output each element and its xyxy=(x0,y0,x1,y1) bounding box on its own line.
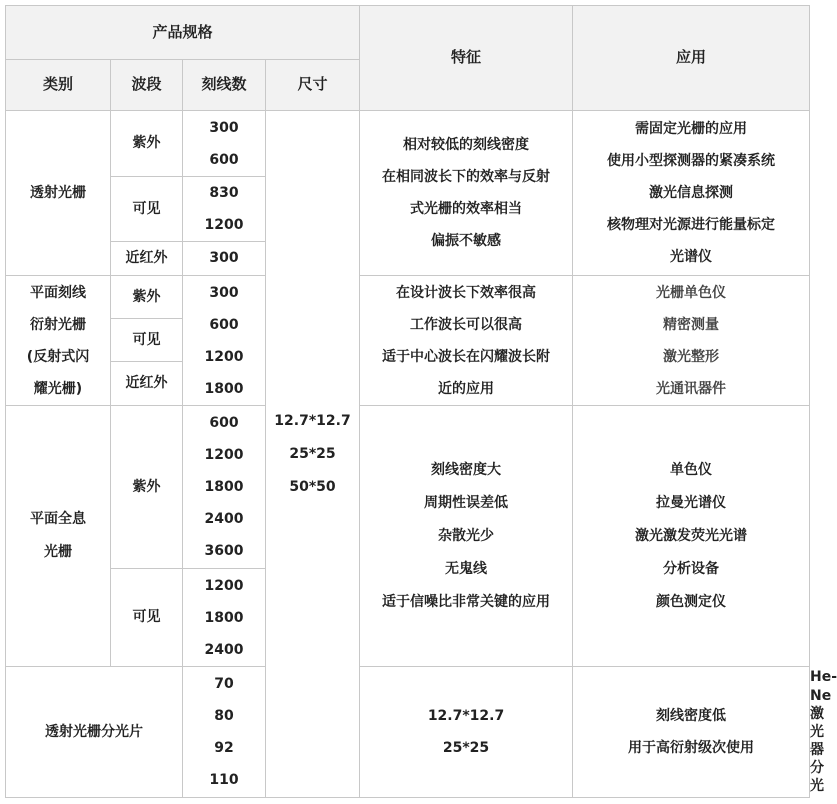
line-count: 80 xyxy=(214,708,234,724)
application-item: 光通讯器件 xyxy=(656,380,727,397)
applications-transmission xyxy=(573,111,810,276)
feature-item: 近的应用 xyxy=(438,380,495,397)
lines-cell xyxy=(183,406,266,569)
line-count: 3600 xyxy=(204,543,244,559)
header-lines: 刻线数 xyxy=(183,60,266,111)
band-uv: 紫外 xyxy=(111,111,183,177)
application-item: 分析设备 xyxy=(663,560,720,577)
header-band: 波段 xyxy=(111,60,183,111)
size-value: 12.7*12.7 xyxy=(274,412,351,429)
features-ruled xyxy=(360,276,573,406)
line-count: 600 xyxy=(209,316,239,333)
category-transmission: 透射光栅 xyxy=(6,111,111,276)
line-count: 2400 xyxy=(204,511,244,527)
category-ruled xyxy=(6,276,111,406)
lines-cell xyxy=(183,569,266,667)
features-beamsplitter xyxy=(573,667,810,798)
application-item: 光栅单色仪 xyxy=(656,284,727,301)
feature-item: 适于信噪比非常关键的应用 xyxy=(382,593,551,610)
lines-cell xyxy=(183,667,266,798)
line-count: 1800 xyxy=(204,380,244,397)
applications-holographic xyxy=(573,406,810,667)
size-value: 25*25 xyxy=(442,740,490,756)
header-category: 类别 xyxy=(6,60,111,111)
line-count: 600 xyxy=(209,151,239,168)
feature-item: 相对较低的刻线密度 xyxy=(403,137,530,153)
feature-item: 在设计波长下效率很高 xyxy=(396,284,537,301)
feature-item: 刻线密度大 xyxy=(431,461,502,478)
line-count: 300 xyxy=(183,242,266,276)
line-count: 600 xyxy=(209,415,239,431)
application-item: 单色仪 xyxy=(670,461,713,478)
category-line: (反射式闪 xyxy=(26,348,90,365)
line-count: 1200 xyxy=(204,577,244,594)
feature-item: 用于高衍射级次使用 xyxy=(628,740,755,756)
header-application: 应用 xyxy=(573,6,810,111)
application-item: 光谱仪 xyxy=(670,249,713,265)
band-vis: 可见 xyxy=(111,569,183,667)
feature-item: 杂散光少 xyxy=(438,527,495,544)
size-beamsplitter xyxy=(360,667,573,798)
application-item: 激光激发荧光光谱 xyxy=(635,527,748,544)
line-count: 1200 xyxy=(204,348,244,365)
line-count: 92 xyxy=(214,740,234,756)
feature-item: 周期性误差低 xyxy=(424,494,509,511)
line-count: 70 xyxy=(214,676,234,692)
band-uv: 紫外 xyxy=(111,406,183,569)
application-item: 激光信息探测 xyxy=(649,185,734,201)
feature-item: 刻线密度低 xyxy=(656,708,727,724)
size-value: 50*50 xyxy=(289,478,336,495)
category-line: 平面全息 xyxy=(30,511,86,527)
size-shared xyxy=(266,111,360,798)
line-count: 1200 xyxy=(204,447,244,463)
application-item: 核物理对光源进行能量标定 xyxy=(607,217,776,233)
application-item: 精密测量 xyxy=(663,316,720,333)
line-count: 1800 xyxy=(204,609,244,626)
application-item: 使用小型探测器的紧凑系统 xyxy=(607,153,776,169)
category-line: 光栅 xyxy=(44,544,72,560)
application-item: 拉曼光谱仪 xyxy=(656,494,727,511)
lines-cell xyxy=(183,111,266,177)
lines-cell xyxy=(183,177,266,242)
category-beamsplitter: 透射光栅分光片 xyxy=(6,667,183,798)
band-nir: 近红外 xyxy=(111,242,183,276)
feature-item: 无鬼线 xyxy=(445,560,488,577)
application-item: 需固定光栅的应用 xyxy=(635,121,748,137)
feature-item: 偏振不敏感 xyxy=(431,233,502,249)
header-spec: 产品规格 xyxy=(6,6,360,60)
line-count: 2400 xyxy=(204,641,244,658)
features-transmission xyxy=(360,111,573,276)
application-item: 颜色测定仪 xyxy=(656,593,727,610)
size-value: 12.7*12.7 xyxy=(427,708,505,724)
applications-ruled xyxy=(573,276,810,406)
category-holographic xyxy=(6,406,111,667)
size-value: 25*25 xyxy=(289,445,336,462)
features-holographic xyxy=(360,406,573,667)
band-nir: 近红外 xyxy=(111,362,183,406)
line-count: 1200 xyxy=(204,217,244,233)
line-count: 300 xyxy=(209,284,239,301)
feature-item: 适于中心波长在闪耀波长附 xyxy=(382,348,551,365)
feature-item: 式光栅的效率相当 xyxy=(410,201,523,217)
line-count: 300 xyxy=(209,119,239,136)
header-feature: 特征 xyxy=(360,6,573,111)
feature-item: 在相同波长下的效率与反射 xyxy=(382,169,551,185)
category-line: 衍射光栅 xyxy=(30,316,86,333)
application-item: 激光整形 xyxy=(663,348,720,365)
band-vis: 可见 xyxy=(111,319,183,362)
band-uv: 紫外 xyxy=(111,276,183,319)
lines-cell xyxy=(183,276,266,406)
line-count: 830 xyxy=(209,185,239,201)
band-vis: 可见 xyxy=(111,177,183,242)
feature-item: 工作波长可以很高 xyxy=(410,316,523,333)
category-line: 耀光栅) xyxy=(33,380,83,397)
line-count: 1800 xyxy=(204,479,244,495)
product-spec-table: 产品规格 特征 应用 类别 波段 刻线数 尺寸 透射光栅 紫外 300 600 12.7*12.7 25*25 50*50 相对较低的刻线密度 在相同波长下的效率与反射 式光栅的效率相当 偏振不敏感 需固定光栅的应用 使用小型探测器的紧凑系统 激光信息探测 核物理对光源进行能量标定 光谱仪 可见 830 1200 近红外 300 平面刻线 衍射光栅 (反射式闪 耀光栅) 紫外 300 600 1200 1800 在设计波长下效率很高 工作波长可以很高 适于中心波长在闪耀波长附 近的应用 光栅单色仪 精密测量 激光整形 光通讯器件 可见 近红外 平面全息 光栅 紫外 600 1200 1800 2400 3600 刻线密度大 周期性误差低 杂散光少 无鬼线 适于信噪比非常关键的应用 单色仪 拉曼光谱仪 激光激发荧光光谱 分析设备 颜色测定仪 可见 1200 1800 2400 透射光栅分光片 70 80 92 110 12.7*12.7 25*25 刻线密度低 用于高衍射级次使用 He-Ne 激光器分光 xyxy=(5,5,810,798)
header-size: 尺寸 xyxy=(266,60,360,111)
line-count: 110 xyxy=(209,772,239,788)
category-line: 平面刻线 xyxy=(30,284,86,301)
